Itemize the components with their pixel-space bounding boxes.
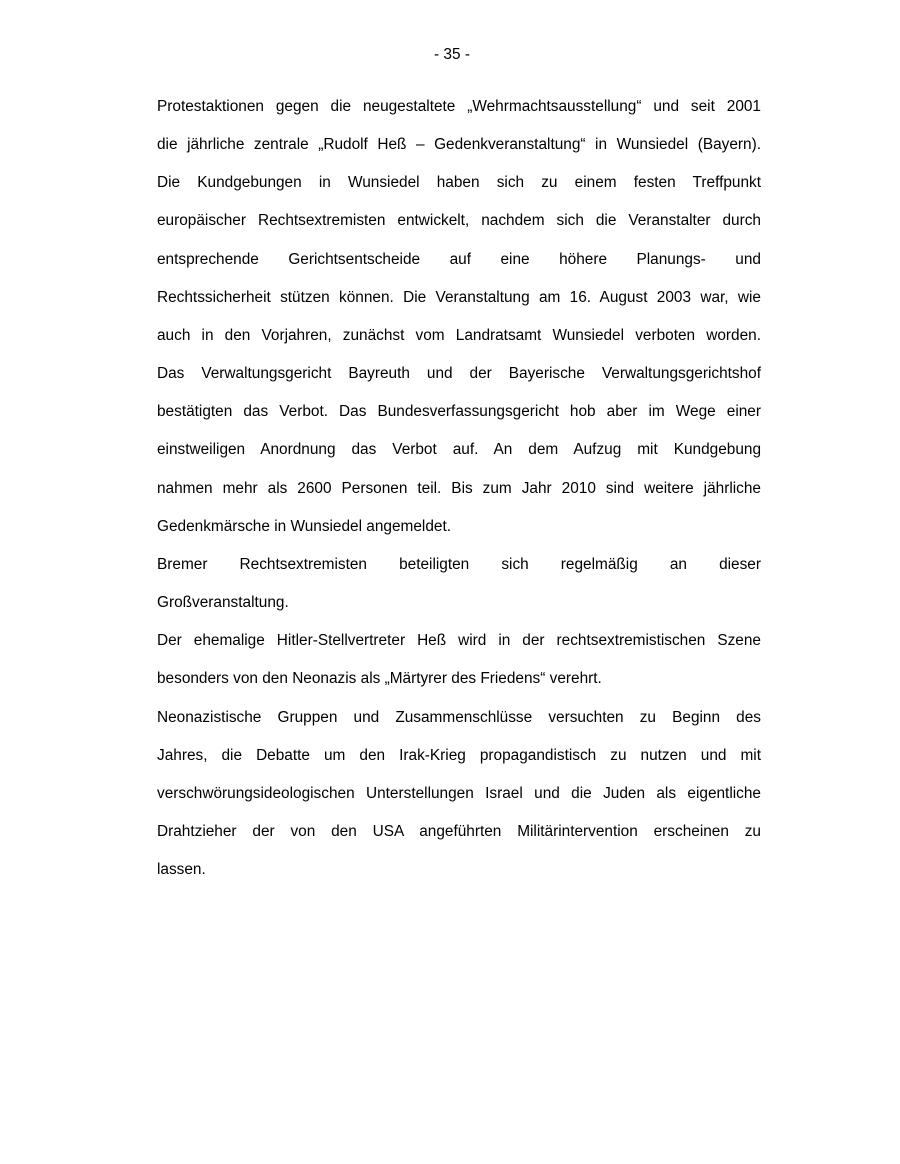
text-line: Großveranstaltung.	[157, 594, 289, 612]
text-line: bestätigten das Verbot. Das Bundesverfassungsgericht hob aber im Wege einer	[157, 403, 761, 421]
text-line: Jahres, die Debatte um den Irak-Krieg propagandistisch zu nutzen und mit	[157, 746, 761, 764]
text-line: verschwörungsideologischen Unterstellungen Israel und die Juden als eigentliche	[157, 784, 761, 802]
text-line: die jährliche zentrale „Rudolf Heß – Gedenkveranstaltung“ in Wunsiedel (Bayern).	[157, 136, 761, 154]
text-line: lassen.	[157, 861, 206, 879]
text-line: Gedenkmärsche in Wunsiedel angemeldet.	[157, 517, 452, 535]
text-line: Das Verwaltungsgericht Bayreuth und der Bayerische Verwaltungsgerichtshof	[157, 365, 761, 383]
text-line: entsprechende Gerichtsentscheide auf eine höhere Planungs- und	[157, 250, 761, 268]
text-line: Bremer Rechtsextremisten beteiligten sich regelmäßig an dieser	[157, 555, 761, 573]
text-line: Drahtzieher der von den USA angeführten Militärintervention erscheinen zu	[157, 822, 761, 840]
body-text	[157, 88, 761, 889]
text-line: Protestaktionen gegen die neugestaltete „Wehrmachtsausstellung“ und seit 2001	[157, 98, 761, 115]
text-line: auch in den Vorjahren, zunächst vom Landratsamt Wunsiedel verboten worden.	[157, 326, 761, 344]
page-number: - 35 -	[434, 46, 470, 63]
text-line: europäischer Rechtsextremisten entwickelt, nachdem sich die Veranstalter durch	[157, 212, 761, 230]
text-line: Rechtssicherheit stützen können. Die Veranstaltung am 16. August 2003 war, wie	[157, 288, 761, 306]
text-line: nahmen mehr als 2600 Personen teil. Bis zum Jahr 2010 sind weitere jährliche	[157, 479, 761, 497]
text-line: Neonazistische Gruppen und Zusammenschlüsse versuchten zu Beginn des	[157, 708, 761, 726]
text-line: Die Kundgebungen in Wunsiedel haben sich zu einem festen Treffpunkt	[157, 174, 761, 192]
text-line: einstweiligen Anordnung das Verbot auf. An dem Aufzug mit Kundgebung	[157, 441, 761, 459]
text-line: besonders von den Neonazis als „Märtyrer des Friedens“ verehrt.	[157, 670, 602, 688]
text-line: Der ehemalige Hitler-Stellvertreter Heß wird in der rechtsextremistischen Szene	[157, 632, 761, 650]
